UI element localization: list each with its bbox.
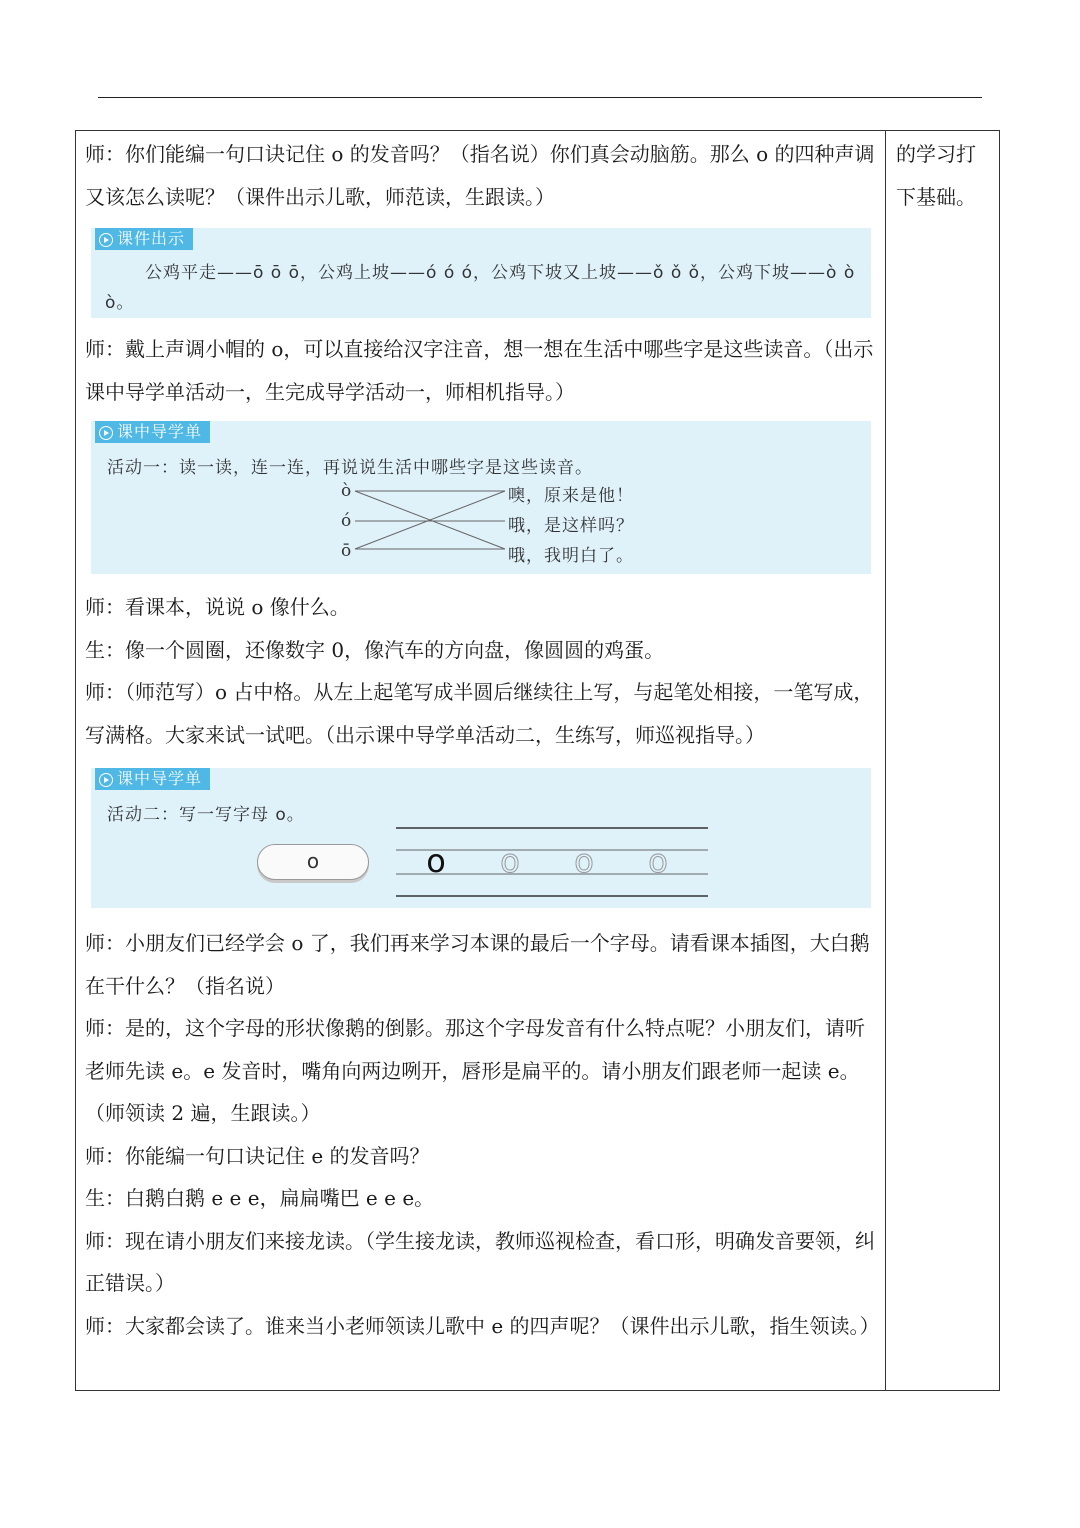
- paragraph-goose-intro: 师：小朋友们已经学会 o 了，我们再来学习本课的最后一个字母。请看课本插图，大白鹅在干什么？（指名说）: [85, 931, 870, 998]
- column-divider: [885, 131, 886, 1390]
- tone-o-1: ō: [341, 541, 352, 561]
- phrase-i-understand: 哦，我明白了。: [508, 546, 634, 566]
- lesson-table: [75, 130, 1000, 1391]
- panel-tag-label: 课中导学单: [117, 422, 203, 441]
- paragraph-what-o-looks-like: 师：看课本，说说 o 像什么。: [85, 595, 350, 619]
- panel-tag-label: 课件出示: [117, 229, 186, 248]
- rhyme-line-1: 公鸡平走——ō ō ō，公鸡上坡——ó ó ó，公鸡下坡又上坡——ǒ ǒ ǒ，公鸡下坡——ò ò: [145, 263, 856, 283]
- paragraph-teacher-mnemonic: 师：你们能编一句口诀记住 o 的发音吗？（指名说）你们真会动脑筋。那么 o 的四种声调又该怎么读呢？（课件出示儿歌，师范读，生跟读。）: [85, 142, 875, 209]
- paragraph-tone-hats: 师：戴上声调小帽的 o，可以直接给汉字注音，想一想在生活中哪些字是这些读音。（出示课中导学单活动一，生完成导学活动一，师相机指导。）: [85, 337, 874, 404]
- header-rule: [98, 97, 982, 98]
- activity-2-title: 活动二：写一写字母 o。: [107, 805, 305, 825]
- trace-letter-o: o: [500, 842, 520, 880]
- paragraph-e-mnemonic-answer: 生：白鹅白鹅 e e e，扁扁嘴巴 e e e。: [85, 1186, 435, 1210]
- panel-tag-guide: [95, 421, 210, 443]
- tone-o-4: ò: [341, 481, 352, 501]
- main-column: [85, 131, 880, 1347]
- phrase-is-it-so: 哦，是这样吗？: [508, 516, 634, 536]
- play-icon: [99, 426, 113, 440]
- panel-tag-label: 课中导学单: [117, 769, 203, 788]
- trace-letter-o: o: [574, 842, 594, 880]
- side-note: 的学习打下基础。: [896, 142, 976, 209]
- phrase-oh-him: 噢，原来是他！: [508, 486, 634, 506]
- paragraph-writing-o: 师：（师范写）o 占中格。从左上起笔写成半圆后继续往上写，与起笔处相接，一笔写成，写满格。大家来试一试吧。（出示课中导学单活动二，生练写，师巡视指导。）: [85, 680, 874, 747]
- paragraph-little-teacher: 师：大家都会读了。谁来当小老师领读儿歌中 e 的四声呢？（课件出示儿歌，指生领读。）: [85, 1313, 880, 1338]
- paragraph-e-pronunciation: 师：是的，这个字母的形状像鹅的倒影。那这个字母发音有什么特点呢？小朋友们，请听老师先读 e。e 发音时，嘴角向两边咧开，唇形是扁平的。请小朋友们跟老师一起读 e。（师领读 2 遍，生跟读。）: [85, 1016, 865, 1125]
- paragraph-student-answer-o: 生：像一个圆圈，还像数字 0，像汽车的方向盘，像圆圆的鸡蛋。: [85, 637, 665, 662]
- matching-lines: [351, 483, 511, 553]
- rhyme-line-2: ò。: [105, 293, 135, 313]
- play-icon: [99, 233, 113, 247]
- activity-1-title: 活动一：读一读，连一连，再说说生活中哪些字是这些读音。: [107, 458, 593, 478]
- courseware-panel: [91, 228, 871, 318]
- four-line-grid: [396, 826, 712, 900]
- panel-tag-guide: [95, 768, 210, 790]
- paragraph-relay-reading: 师：现在请小朋友们来接龙读。（学生接龙读，教师巡视检查，看口形，明确发音要领，纠正错误。）: [85, 1228, 875, 1295]
- guide-sheet-activity-1: [91, 421, 871, 574]
- guide-sheet-activity-2: [91, 768, 871, 908]
- paragraph-e-mnemonic-question: 师：你能编一句口诀记住 e 的发音吗？: [85, 1143, 430, 1168]
- play-icon: [99, 773, 113, 787]
- sample-letter-o: o: [426, 842, 446, 880]
- letter-card: o: [257, 844, 369, 880]
- trace-letter-o: o: [648, 842, 668, 880]
- tone-o-2: ó: [341, 511, 352, 531]
- panel-tag-courseware: [95, 228, 193, 250]
